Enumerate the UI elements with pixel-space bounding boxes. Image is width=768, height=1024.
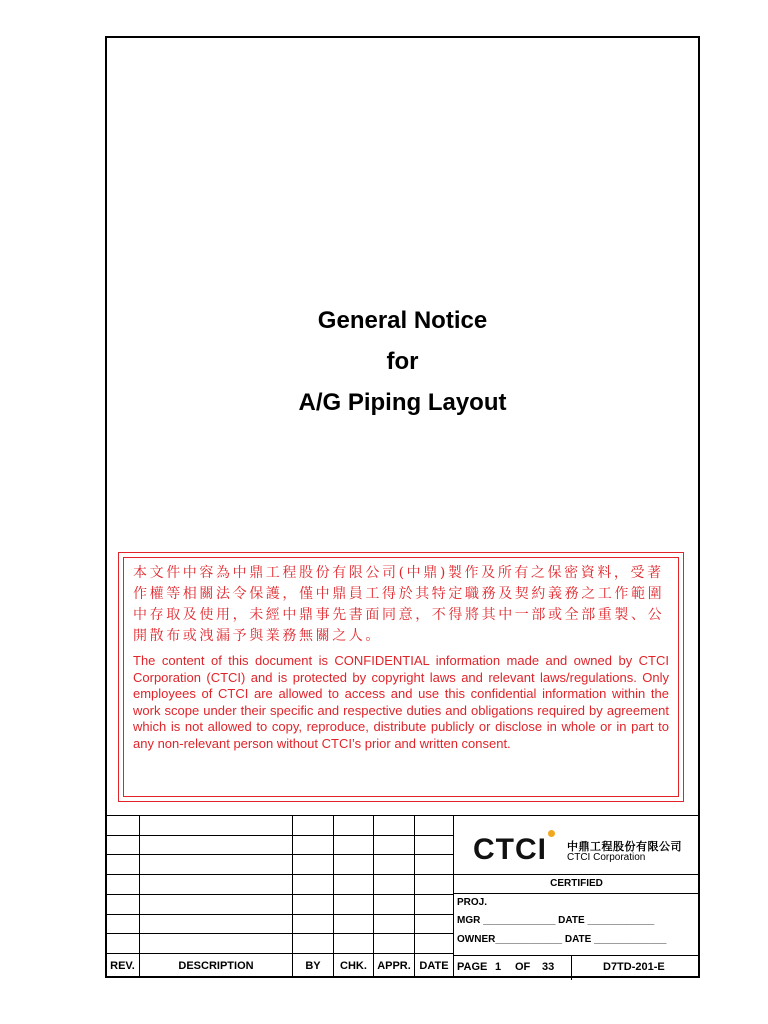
notice-zh-line: 作權等相關法令保護，僅中鼎員工得於其特定職務及契約義務之工作範圍 (133, 586, 665, 602)
mgr-line: MGR _____________ DATE ____________ (457, 915, 655, 926)
certified-label: CERTIFIED (550, 878, 603, 889)
by-header: BY (293, 954, 334, 978)
logo-dot-icon (548, 830, 555, 837)
title-line-3: A/G Piping Layout (298, 389, 507, 416)
notice-chinese (133, 563, 669, 647)
revision-header-row (106, 954, 454, 978)
ctci-logo-word: CTCI (473, 833, 547, 866)
description-header: DESCRIPTION (140, 954, 293, 978)
revision-table (105, 815, 454, 978)
owner-line: OWNER____________ DATE _____________ (457, 934, 667, 945)
company-logo (453, 816, 700, 874)
of-label: OF (515, 961, 531, 973)
confidential-notice (118, 552, 684, 802)
notice-zh-line: 中存取及使用，未經中鼎事先書面同意，不得將其中一部或全部重製、公 (133, 607, 665, 623)
date-header: DATE (415, 954, 454, 978)
proj-row (453, 893, 700, 912)
notice-english: The content of this document is CONFIDENTIAL information made and owned by CTCI Corporation (CTCI) and is protected by copyright laws and relevant laws/regulations. Only employees of CTCI are allowed to access and use this confidential information within the work scope under their specific and respective duties and obligations required by agreement which is not allowed to copy, reproduce, distribute publicly or disclose in whole or in part to any non-relevant person without CTCI’s prior and written consent. (133, 653, 669, 751)
mgr-row (453, 912, 700, 931)
owner-row (453, 931, 700, 950)
revision-row (106, 855, 454, 875)
revision-row (106, 914, 454, 934)
document-title (105, 300, 700, 423)
company-name-english: CTCI Corporation (567, 852, 646, 863)
company-name-chinese: 中鼎工程股份有限公司 (567, 840, 682, 853)
title-line-2: for (386, 348, 419, 375)
page-label: PAGE (457, 961, 488, 973)
revision-row (106, 875, 454, 895)
notice-zh-line: 本文件中容為中鼎工程股份有限公司(中鼎)製作及所有之保密資料，受著 (133, 565, 664, 581)
title-block (105, 815, 700, 978)
notice-zh-line: 開散布或洩漏予與業務無關之人。 (133, 628, 382, 644)
revision-row (106, 894, 454, 914)
approval-block (453, 815, 700, 978)
page-row (453, 955, 700, 979)
certified-row (453, 874, 700, 893)
title-line-1: General Notice (317, 307, 488, 334)
page-number: 1 (495, 961, 502, 973)
revision-row (106, 816, 454, 836)
proj-label: PROJ. (457, 897, 488, 908)
page-divider (571, 956, 572, 980)
document-number: D7TD-201-E (603, 961, 665, 973)
page-total: 33 (542, 961, 555, 973)
appr-header: APPR. (374, 954, 415, 978)
confidential-notice-inner (123, 557, 679, 797)
revision-row (106, 835, 454, 855)
chk-header: CHK. (334, 954, 374, 978)
rev-header: REV. (106, 954, 140, 978)
revision-row (106, 934, 454, 954)
